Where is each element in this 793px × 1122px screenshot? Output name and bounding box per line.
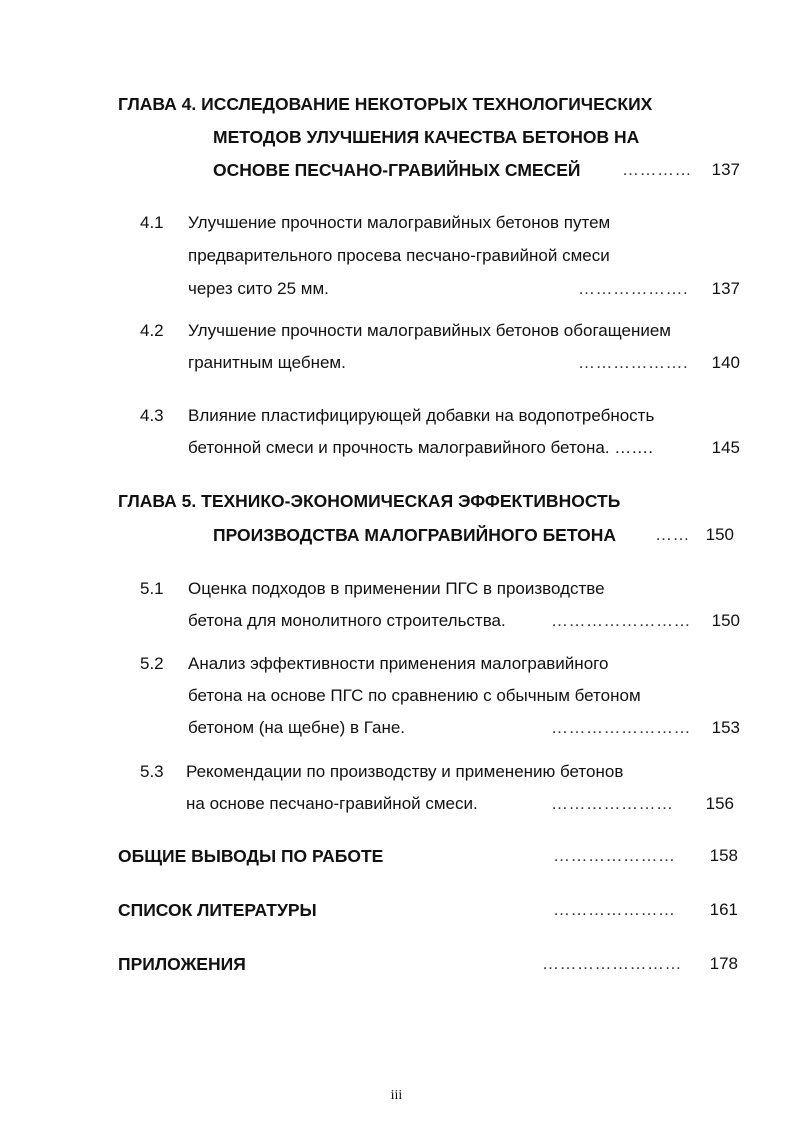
section-5-1-number: 5.1 — [140, 579, 164, 598]
section-5-1-page: 150 — [711, 611, 740, 630]
section-4-1-line-2: предварительного просева песчано-гравийной смеси — [188, 246, 610, 265]
section-4-1-leader-dots: ………………. — [578, 279, 689, 298]
section-4-1-line-1: Улучшение прочности малогравийных бетонов путем — [188, 213, 611, 232]
references-leader-dots: ………………… — [553, 900, 676, 919]
conclusions-leader-dots: ………………… — [553, 846, 676, 865]
section-5-1-leader-dots: …………………… — [551, 611, 691, 630]
conclusions-page: 158 — [709, 846, 738, 865]
section-4-3-page: 145 — [711, 438, 740, 457]
chapter-4-title-line-1: ГЛАВА 4. ИССЛЕДОВАНИЕ НЕКОТОРЫХ ТЕХНОЛОГИЧЕСКИХ — [118, 94, 653, 114]
references-page: 161 — [709, 900, 738, 919]
section-4-3-line-1: Влияние пластифицирующей добавки на водопотребность — [188, 406, 655, 425]
conclusions-title: ОБЩИЕ ВЫВОДЫ ПО РАБОТЕ — [118, 846, 384, 866]
section-5-2-leader-dots: …………………… — [551, 718, 691, 737]
section-5-2-page: 153 — [711, 718, 740, 737]
section-5-1-line-1: Оценка подходов в применении ПГС в производстве — [188, 579, 605, 598]
section-4-2-number: 4.2 — [140, 321, 164, 340]
section-5-3-line-2: на основе песчано-гравийной смеси. — [186, 794, 478, 813]
chapter-5-title-line-2: ПРОИЗВОДСТВА МАЛОГРАВИЙНОГО БЕТОНА — [213, 525, 616, 545]
section-5-2-number: 5.2 — [140, 654, 164, 673]
appendices-page: 178 — [709, 954, 738, 973]
section-4-2-leader-dots: ………………. — [578, 353, 689, 372]
section-5-3-page: 156 — [705, 794, 734, 813]
section-4-2-line-1: Улучшение прочности малогравийных бетонов обогащением — [188, 321, 671, 340]
section-4-1-page: 137 — [711, 279, 740, 298]
chapter-5-leader-dots: …… — [655, 525, 690, 544]
section-4-2-line-2: гранитным щебнем. — [188, 353, 346, 372]
section-5-2-line-3: бетоном (на щебне) в Гане. — [188, 718, 406, 737]
section-4-3-number: 4.3 — [140, 406, 164, 425]
footer-page-number: iii — [390, 1088, 403, 1103]
section-4-1-line-3: через сито 25 мм. — [188, 279, 329, 298]
references-title: СПИСОК ЛИТЕРАТУРЫ — [118, 900, 317, 920]
chapter-4-title-line-3: ОСНОВЕ ПЕСЧАНО-ГРАВИЙНЫХ СМЕСЕЙ — [213, 160, 581, 180]
appendices-leader-dots: …………………… — [542, 954, 682, 973]
section-4-2-page: 140 — [711, 353, 740, 372]
section-5-3-line-1: Рекомендации по производству и применению бетонов — [186, 762, 624, 781]
section-5-2-line-2: бетона на основе ПГС по сравнению с обычным бетоном — [188, 686, 641, 705]
chapter-5-page: 150 — [705, 525, 734, 544]
section-5-1-line-2: бетона для монолитного строительства. — [188, 611, 506, 630]
section-4-3-line-2: бетонной смеси и прочность малогравийного бетона. ……. — [188, 438, 654, 457]
section-4-1-number: 4.1 — [140, 213, 164, 232]
chapter-4-leader-dots: ………… — [622, 160, 692, 179]
chapter-4-title-line-2: МЕТОДОВ УЛУЧШЕНИЯ КАЧЕСТВА БЕТОНОВ НА — [213, 127, 640, 147]
section-5-3-number: 5.3 — [140, 762, 164, 781]
chapter-4-page: 137 — [711, 160, 740, 179]
section-5-2-line-1: Анализ эффективности применения малогравийного — [188, 654, 609, 673]
section-5-3-leader-dots: ………………… — [551, 794, 674, 813]
appendices-title: ПРИЛОЖЕНИЯ — [118, 954, 246, 974]
chapter-5-title-line-1: ГЛАВА 5. ТЕХНИКО-ЭКОНОМИЧЕСКАЯ ЭФФЕКТИВНОСТЬ — [118, 491, 621, 511]
